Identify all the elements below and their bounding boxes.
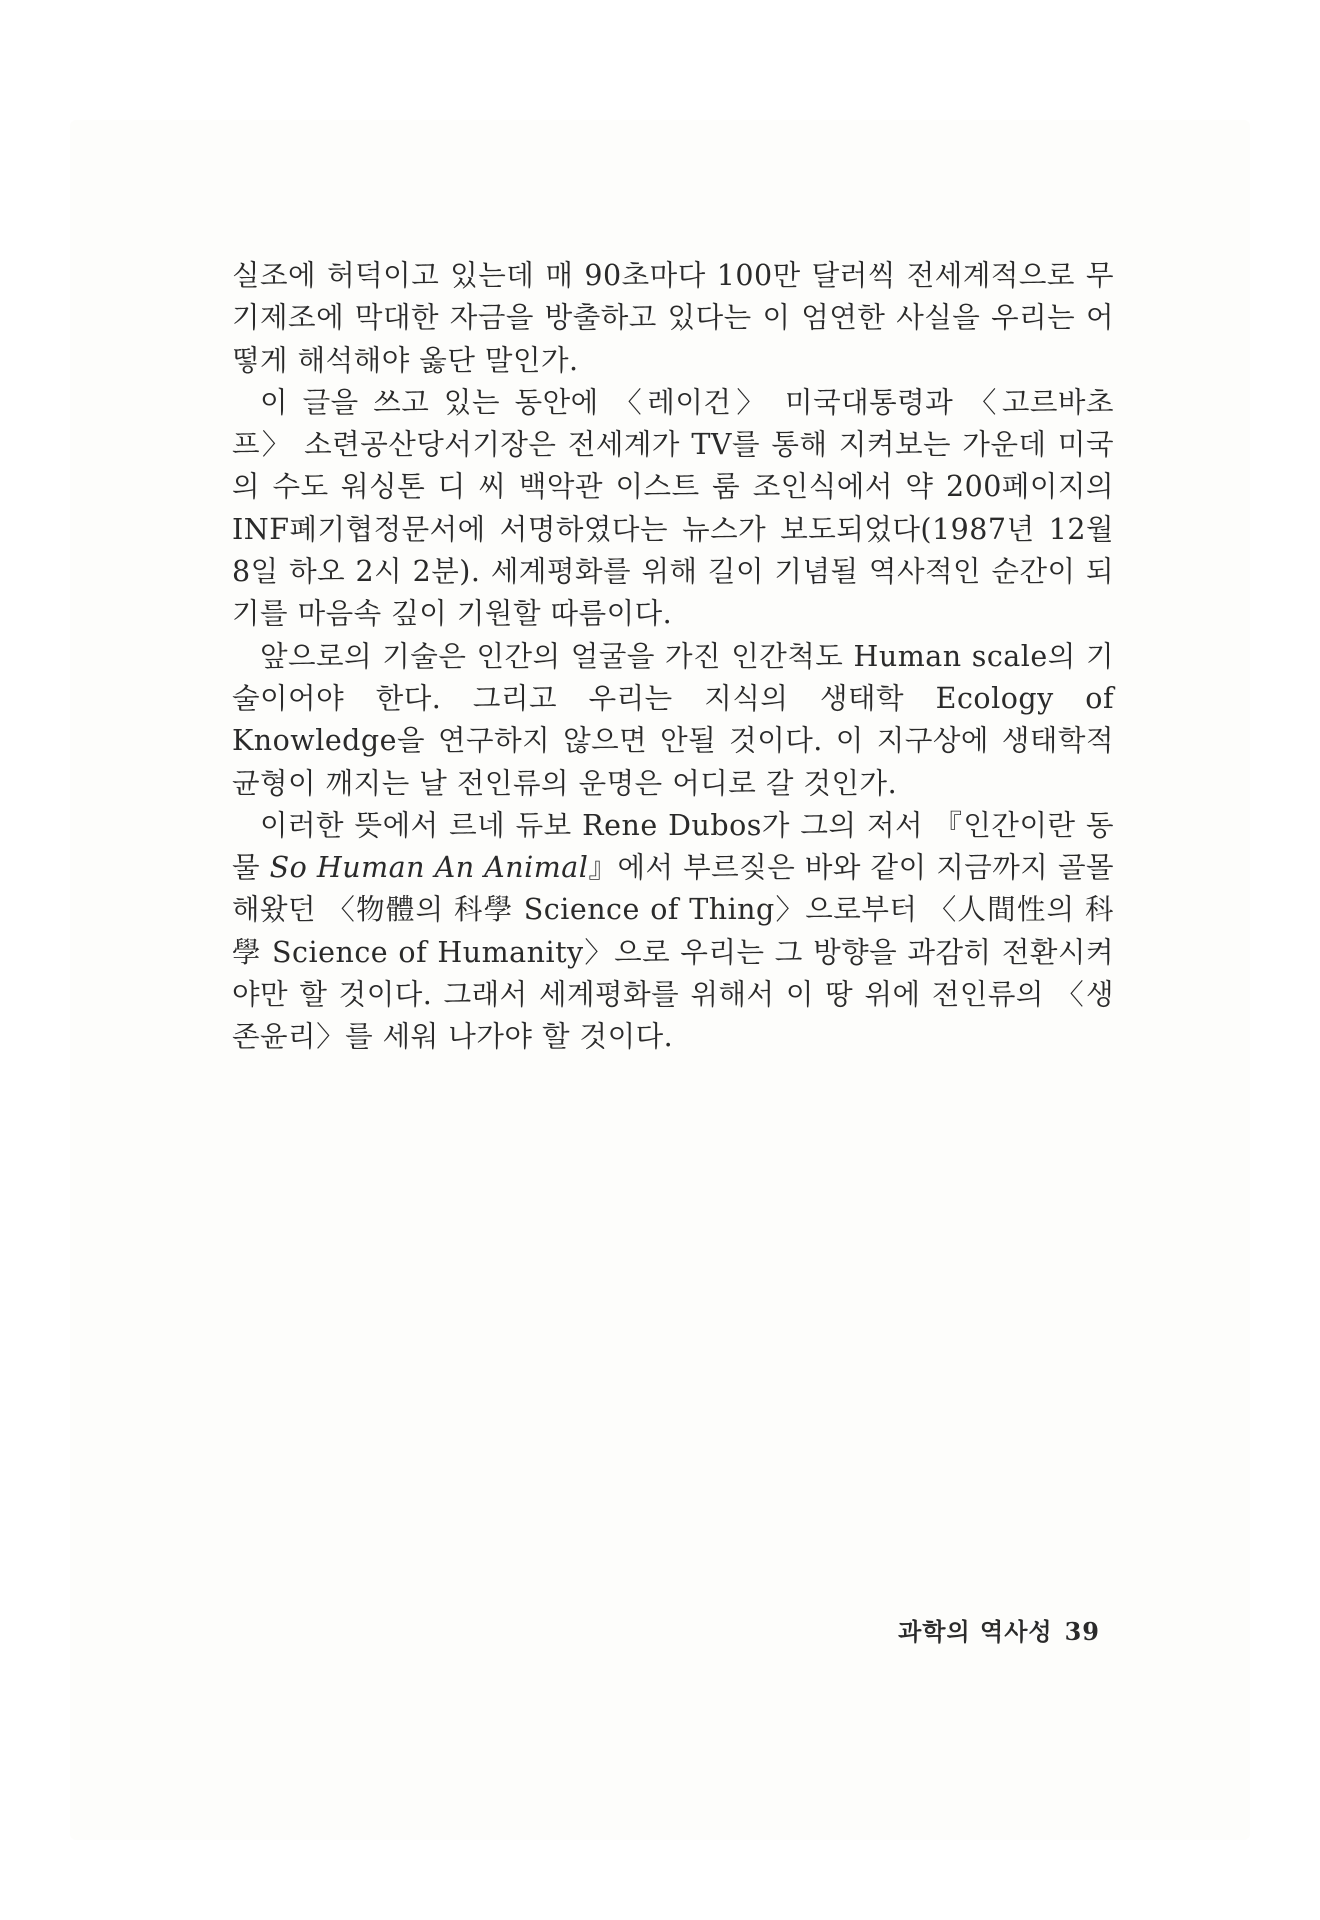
running-title: 과학의 역사성 (898, 1617, 1053, 1646)
running-footer (880, 1612, 1100, 1647)
paragraph-1 (232, 255, 1114, 382)
paragraph-2-text: 이 글을 쓰고 있는 동안에 〈레이건〉 미국대통령과 〈고르바초프〉 소련공산당서기장은 전세계가 TV를 통해 지켜보는 가운데 미국의 수도 워싱톤 디 씨 백악관 이스트 룸 조인식에서 약 200페이지의 INF폐기협정문서에 서명하였다는 뉴스가 보도되었다(1987년 12월 8일 하오 2시 2분). 세계평화를 위해 길이 기념될 역사적인 순간이 되기를 마음속 깊이 기원할 따름이다. (232, 385, 1114, 631)
paragraph-2 (232, 382, 1114, 636)
page-number: 39 (1064, 1617, 1100, 1646)
book-title-english: So Human An Animal (269, 851, 589, 885)
paragraph-3-text: 앞으로의 기술은 인간의 얼굴을 가진 인간척도 Human scale의 기술이어야 한다. 그리고 우리는 지식의 생태학 Ecology of Knowledge을 연구하지 않으면 안될 것이다. 이 지구상에 생태학적 균형이 깨지는 날 전인류의 운명은 어디로 갈 것인가. (232, 639, 1114, 800)
paragraph-4-text-a: 이러한 뜻에서 르네 듀보 Rene Dubos가 그의 저서 『인간이란 동물 (232, 808, 1114, 885)
paragraph-4 (232, 805, 1114, 1059)
body-text (232, 255, 1114, 1059)
paragraph-4-text-b: 』에서 부르짖은 바와 같이 지금까지 골몰해왔던 〈物體의 科學 Science of Thing〉으로부터 〈人間性의 科學 Science of Humanity〉으로 우리는 그 방향을 과감히 전환시켜야만 할 것이다. 그래서 세계평화를 위해서 이 땅 위에 전인류의 〈생존윤리〉를 세워 나가야 할 것이다. (232, 851, 1115, 1054)
paragraph-1-text: 실조에 허덕이고 있는데 매 90초마다 100만 달러씩 전세계적으로 무기제조에 막대한 자금을 방출하고 있다는 이 엄연한 사실을 우리는 어떻게 해석해야 옳단 말인가. (232, 259, 1114, 377)
paragraph-3 (232, 636, 1114, 805)
